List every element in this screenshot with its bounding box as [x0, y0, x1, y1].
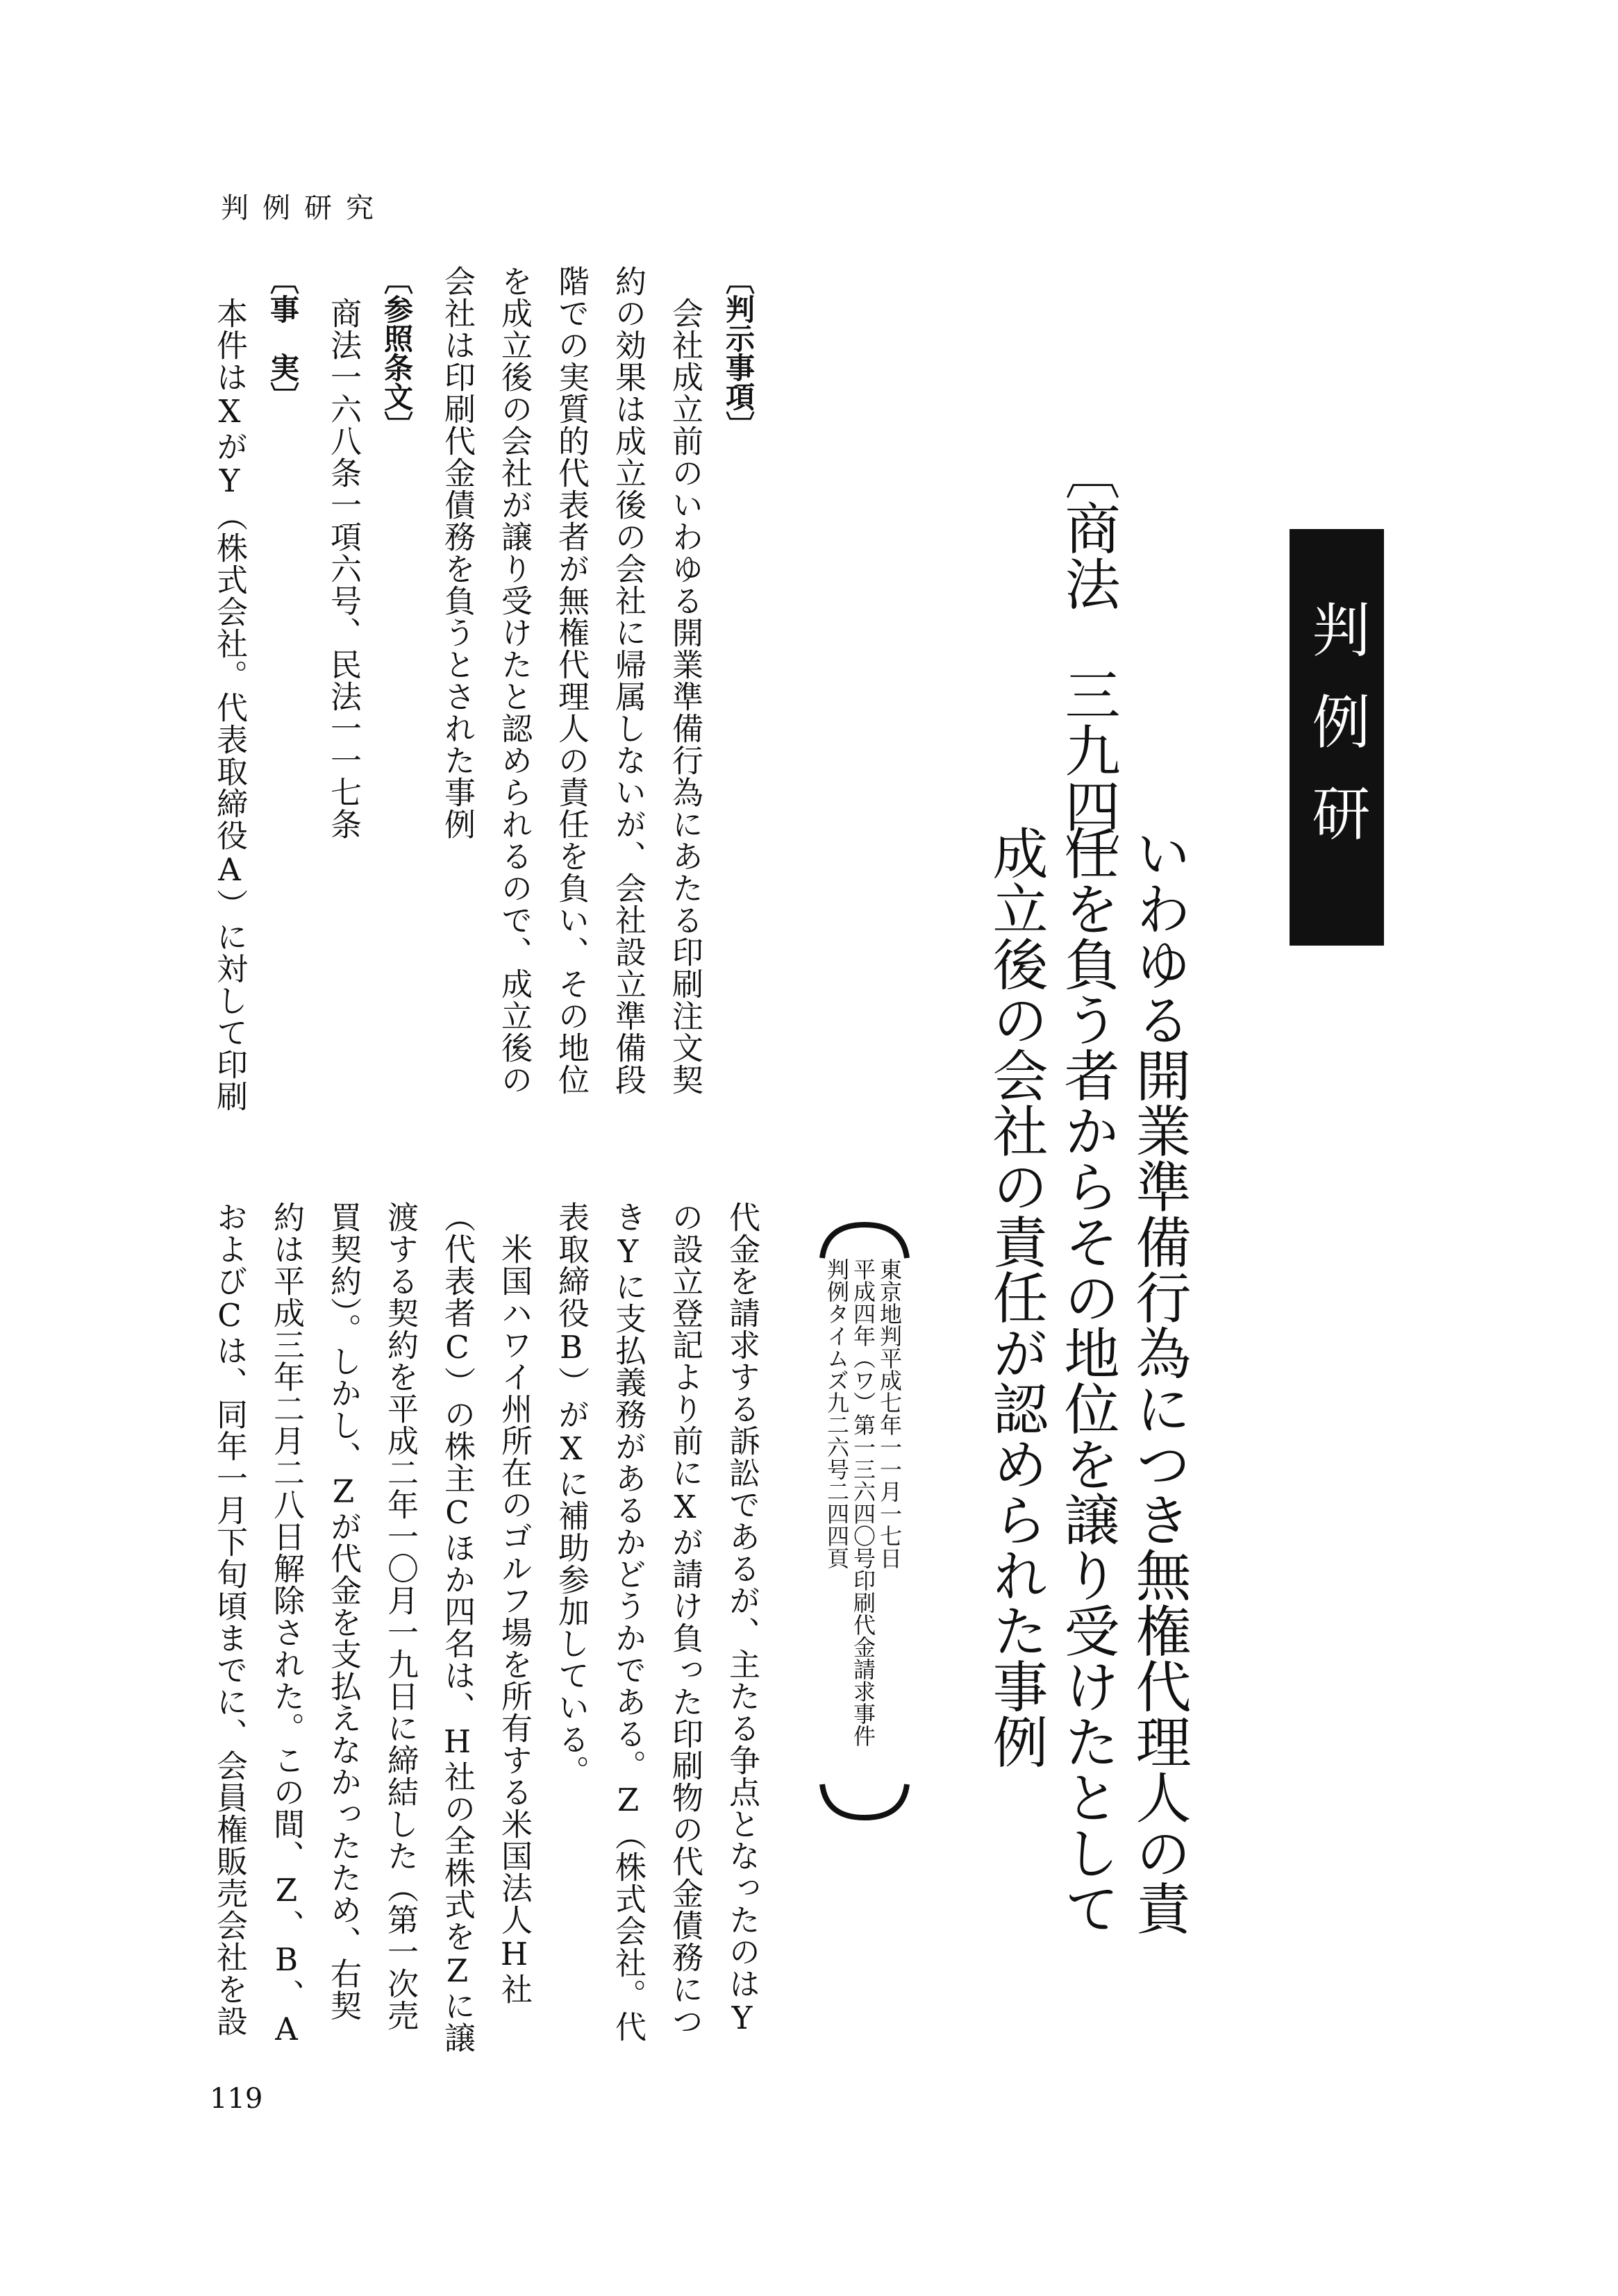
citation-block: [819, 1219, 910, 1823]
case-title-line-1: いわゆる開業準備行為につき無権代理人の責: [1126, 825, 1191, 1936]
body-line-3: きYに支払義務があるかどうかである。Z（株式会社。代: [610, 1201, 647, 2043]
citation-line-3: 判例タイムズ九二六号二四四頁: [824, 1258, 850, 1569]
page-number: 119: [210, 2083, 263, 2115]
facts-line-1: 本件はXがY（株式会社。代表取締役A）に対して印刷: [211, 265, 248, 1112]
holding-heading: 〔判示事項〕: [722, 265, 756, 440]
facts-heading: 〔事 実〕: [266, 265, 300, 411]
body-line-7: 渡する契約を平成二年一〇月一九日に締結した（第一次売: [382, 1201, 419, 2031]
body-line-8: 買契約）。しかし、Zが代金を支払えなかったため、右契: [325, 1201, 362, 2022]
body-line-4: 表取締役B）がXに補助参加している。: [553, 1201, 590, 1787]
body-line-10: およびCは、同年一月下旬頃までに、会員権販売会社を設: [211, 1201, 248, 2037]
holding-line-1: 会社成立前のいわゆる開業準備行為にあたる印刷注文契: [667, 265, 703, 1096]
case-title-line-3: 成立後の会社の責任が認められた事例: [983, 825, 1048, 1769]
holding-line-3: 階での実質的代表者が無権代理人の責任を負い、その地位: [553, 265, 590, 1096]
case-title-line-2: 任を負う者からその地位を譲り受けたとして: [1055, 825, 1119, 1936]
citation-close-bracket: [819, 1782, 910, 1823]
body-line-9: 約は平成三年二月二八日解除された。この間、Z、B、A: [268, 1201, 305, 2048]
running-header: 判例研究: [221, 192, 387, 224]
citation-line-1: 東京地判平成七年一一月一七日: [876, 1258, 903, 1569]
section-label-block: [1208, 529, 1384, 946]
statute-tag: 〔商法 三九四〕: [1056, 444, 1120, 889]
holding-line-4: を成立後の会社が譲り受けたと認められるので、成立後の: [496, 265, 533, 1096]
statutes-line-1: 商法一六八条一項六号、民法一一七条: [325, 265, 362, 840]
body-line-2: の設立登記より前にXが請け負った印刷物の代金債務につ: [667, 1201, 703, 2037]
holding-line-2: 約の効果は成立後の会社に帰属しないが、会社設立準備段: [610, 265, 647, 1096]
citation-open-bracket: [819, 1219, 910, 1261]
body-line-5: 米国ハワイ州所在のゴルフ場を所有する米国法人H社: [496, 1201, 533, 2005]
body-line-6: （代表者C）の株主Cほか四名は、H社の全株式をZに譲: [439, 1201, 476, 2054]
body-line-1: 代金を請求する訴訟であるが、主たる争点となったのはY: [724, 1201, 760, 2037]
citation-line-2: 平成四年（ワ）第一三六四〇号印刷代金請求事件: [850, 1258, 876, 1747]
holding-line-5: 会社は印刷代金債務を負うとされた事例: [439, 265, 476, 840]
section-label: 判例研究: [1208, 600, 1371, 875]
statutes-heading: 〔参照条文〕: [380, 265, 414, 440]
